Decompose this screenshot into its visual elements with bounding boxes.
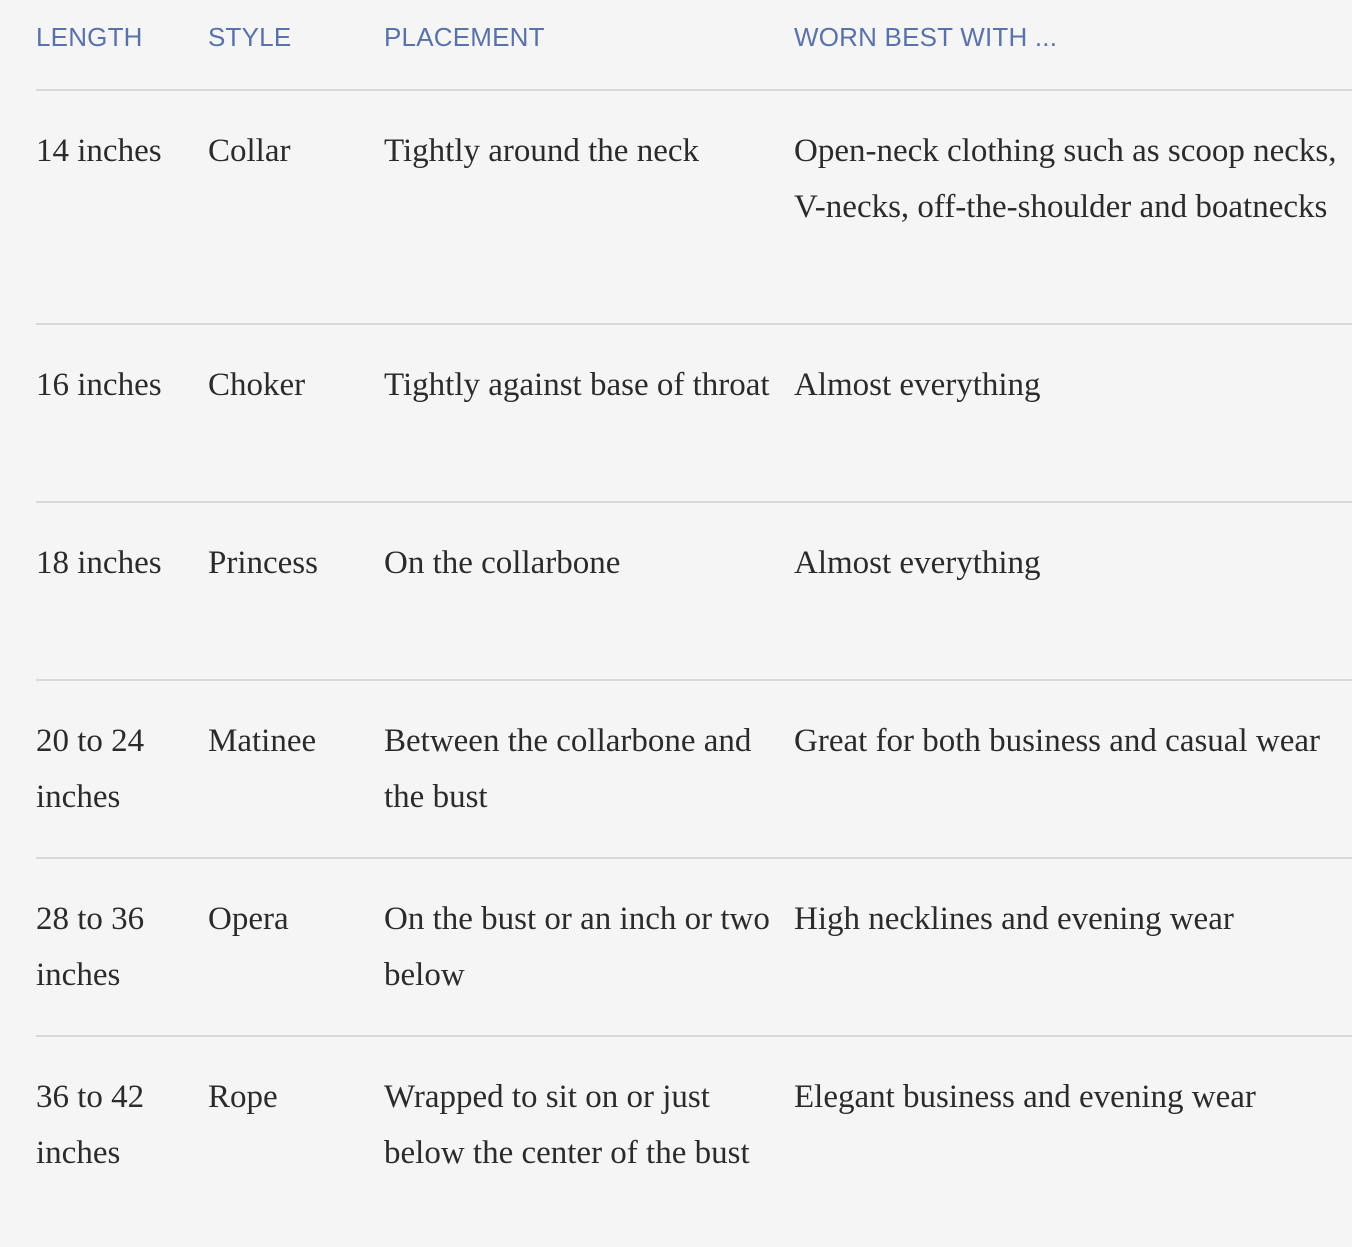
cell-length: 20 to 24 inches bbox=[36, 723, 145, 815]
cell-length: 14 inches bbox=[36, 133, 162, 169]
cell-placement: On the bust or an inch or two below bbox=[384, 901, 770, 993]
header-placement: PLACEMENT bbox=[384, 22, 545, 52]
cell-worn-best-with: Great for both business and casual wear bbox=[794, 723, 1320, 759]
cell-style: Matinee bbox=[208, 723, 317, 759]
cell-length: 16 inches bbox=[36, 367, 162, 403]
header-length: LENGTH bbox=[36, 22, 143, 52]
header-worn-best-with: WORN BEST WITH ... bbox=[794, 22, 1058, 52]
cell-worn-best-with: Elegant business and evening wear bbox=[794, 1079, 1256, 1115]
cell-placement: On the collarbone bbox=[384, 545, 621, 581]
cell-worn-best-with: Almost everything bbox=[794, 545, 1041, 581]
table-row bbox=[36, 325, 1352, 503]
cell-style: Opera bbox=[208, 901, 289, 937]
table-row bbox=[36, 91, 1352, 325]
cell-style: Choker bbox=[208, 367, 306, 403]
necklace-length-table bbox=[36, 0, 1352, 1247]
cell-worn-best-with: Open-neck clothing such as scoop necks, V-necks, off-the-shoulder and boatnecks bbox=[794, 133, 1337, 225]
header-style: STYLE bbox=[208, 22, 292, 52]
cell-placement: Between the collarbone and the bust bbox=[384, 723, 752, 815]
table-row bbox=[36, 681, 1352, 859]
cell-length: 36 to 42 inches bbox=[36, 1079, 145, 1171]
cell-worn-best-with: Almost everything bbox=[794, 367, 1041, 403]
cell-style: Princess bbox=[208, 545, 318, 581]
cell-length: 28 to 36 inches bbox=[36, 901, 145, 993]
cell-placement: Wrapped to sit on or just below the center of the bust bbox=[384, 1079, 750, 1171]
cell-placement: Tightly against base of throat bbox=[384, 367, 770, 403]
table-row bbox=[36, 859, 1352, 1037]
cell-style: Collar bbox=[208, 133, 291, 169]
cell-placement: Tightly around the neck bbox=[384, 133, 699, 169]
cell-style: Rope bbox=[208, 1079, 278, 1115]
table-row bbox=[36, 1037, 1352, 1247]
table-row bbox=[36, 503, 1352, 681]
cell-worn-best-with: High necklines and evening wear bbox=[794, 901, 1234, 937]
table-header-row bbox=[36, 0, 1352, 91]
cell-length: 18 inches bbox=[36, 545, 162, 581]
